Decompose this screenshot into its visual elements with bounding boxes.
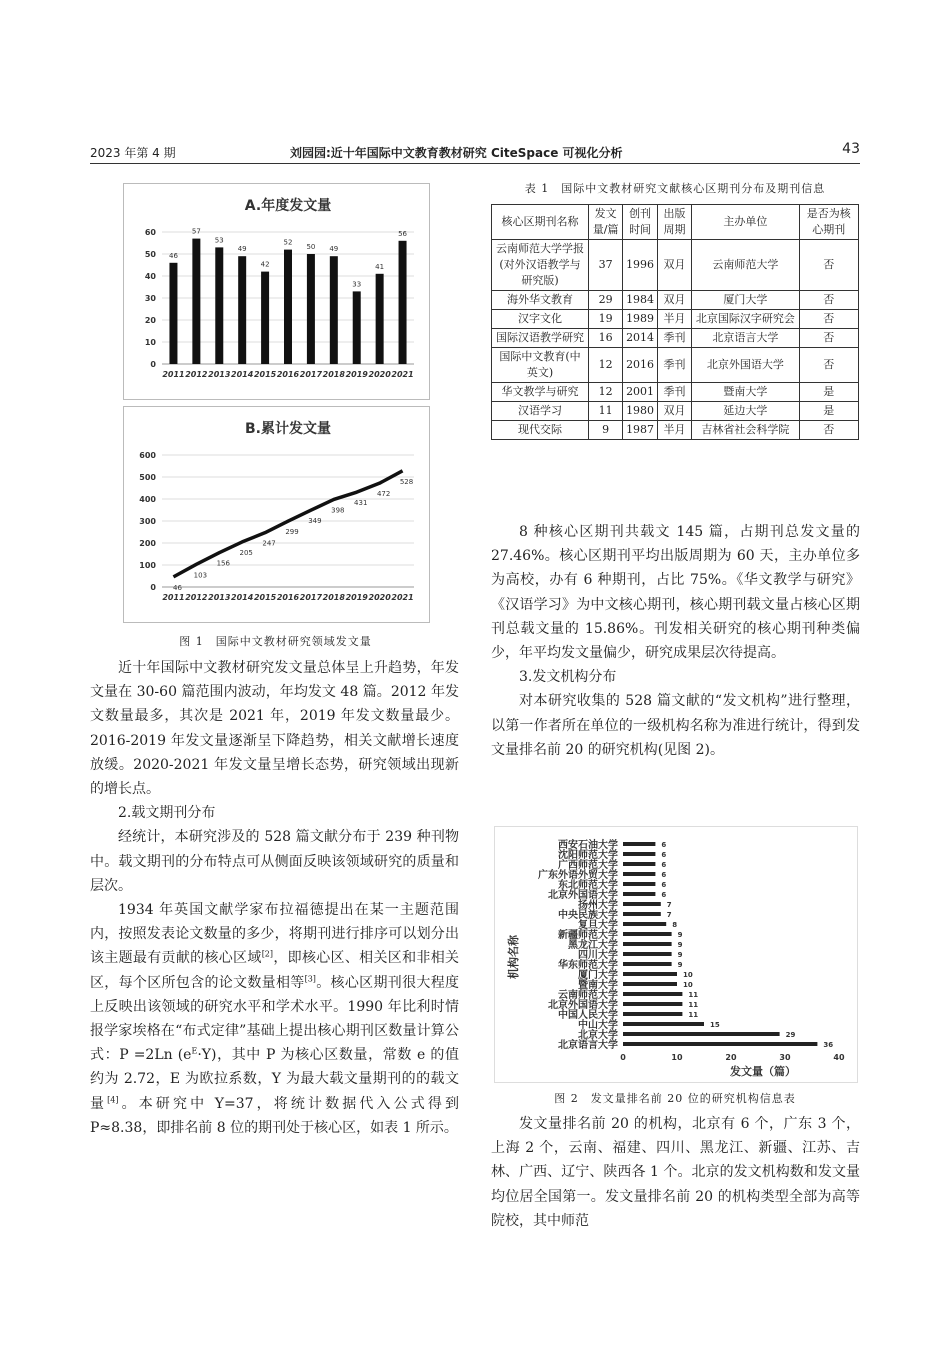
paragraph-bradford: 1934 年英国文献学家布拉福德提出在某一主题范围内，按照发表论文数量的多少，将期刊进行排序可以划分出该主题最有贡献的核心区域[2]，即核心区、相关区和非相关区，每个区所包含的论文数量相等[3]。核心区期刊很大程度上反映出该领域的研究水平和学术水平。1990 年比利时情报学家埃格在“布式定律”基础上提出核心期刊区数量计算公式：P =2Ln $(e^E\cdot Y)$，其中 P 为核心区数量，常数 e 的值约为 2.72，E 为欧拉系数，Y 为最大载文量期刊的的载文量[4]。本研究中 Y=37，将统计数据代入公式得到 P≈8.38，即排名前 8 位的期刊处于核心区，如表 1 所示。 (90, 902, 460, 1136)
table-cell: 延边大学 (692, 402, 799, 421)
bar (623, 912, 661, 916)
data-label: 46 (172, 583, 182, 592)
category-label: 厦门大学 (578, 970, 618, 981)
table-cell: 半月 (657, 310, 691, 329)
table-cell: 季刊 (657, 348, 691, 383)
data-label: 42 (260, 260, 270, 269)
series-line (173, 471, 402, 580)
data-label: 29 (785, 1031, 796, 1039)
bar (623, 942, 672, 946)
table-cell: 1984 (623, 291, 657, 310)
line-chart-cumulative (124, 407, 429, 622)
table-cell: 否 (799, 310, 858, 329)
y-tick-label: 200 (139, 539, 156, 548)
data-label: 52 (283, 238, 293, 247)
bar (623, 872, 655, 876)
category-label: 复旦大学 (578, 920, 618, 931)
table-cell: 季刊 (657, 329, 691, 348)
data-label: 398 (331, 506, 345, 515)
x-tick-label: 2018 (322, 593, 345, 602)
table-row (492, 348, 859, 383)
table-cell: 12 (588, 348, 622, 383)
table-cell: 否 (799, 329, 858, 348)
bar (623, 862, 655, 866)
data-label: 9 (677, 951, 683, 959)
x-tick-label: 2021 (391, 593, 414, 602)
category-label: 北京外国语大学 (548, 1000, 618, 1011)
right-column-top (491, 520, 860, 762)
x-tick-label: 2012 (185, 593, 208, 602)
x-tick-label: 20 (725, 1053, 737, 1062)
paragraph-core-summary: 8 种核心区期刊共载文 145 篇，占期刊总发文量的 27.46%。核心区期刊平均出版周期为 60 天，主办单位多为高校，办有 6 种期刊，占比 75%。《华文教学与研究》《汉语学习》为中文核心期刊，核心期刊载文量占核心区期刊总载文量的 15.86%。刊发相关研究的核心期刊种类偏少，年平均发文量偏少，研究成果层次待提高。 (491, 524, 860, 662)
x-tick-label: 2016 (276, 370, 300, 379)
category-label: 北京语言大学 (558, 1040, 618, 1051)
section-heading-institutions: 3.发文机构分布 (519, 669, 617, 686)
th-period: 出版周期 (657, 205, 691, 240)
category-label: 广东外语外贸大学 (538, 870, 618, 881)
table-cell: 1987 (623, 421, 657, 440)
category-label: 中山大学 (578, 1020, 618, 1031)
table-cell: 否 (799, 240, 858, 291)
x-tick-label: 2020 (368, 593, 391, 602)
paragraph-annual-trend: 近十年国际中文教材研究发文量总体呈上升趋势，年发文量在 30-60 篇范围内波动，年均发文 48 篇。2012 年发文数量最多，其次是 2021 年，2019 年发文数量最少。2016-2019 年发文量逐渐呈下降趋势，相关文献增长速度放缓。2020-2021 年发文量呈增长态势，研究领域出现新的增长点。 (90, 660, 459, 798)
bar (261, 272, 269, 364)
core-journal-table (491, 204, 859, 440)
figure1-caption: 图 1 国际中文教材研究领域发文量 (179, 635, 372, 648)
x-tick-label: 2017 (299, 593, 323, 602)
page-number: 43 (842, 141, 860, 157)
y-tick-label: 10 (144, 338, 156, 347)
table-cell: 11 (588, 402, 622, 421)
y-tick-label: 600 (139, 451, 156, 460)
table-cell: 暨南大学 (692, 383, 799, 402)
paragraph-journal-count: 经统计，本研究涉及的 528 篇文献分布于 239 种刊物中。载文期刊的分布特点可从侧面反映该领域研究的质量和层次。 (90, 829, 459, 894)
table-cell: 国际汉语教学研究 (492, 329, 589, 348)
bar (192, 239, 200, 364)
category-label: 沈阳师范大学 (558, 850, 618, 861)
x-tick-label: 2017 (299, 370, 323, 379)
data-label: 10 (683, 971, 693, 979)
category-label: 北京大学 (578, 1030, 618, 1041)
table-cell: 37 (588, 240, 622, 291)
bar (623, 842, 655, 846)
bar (623, 962, 672, 966)
data-label: 103 (193, 571, 208, 580)
table-cell: 北京外国语大学 (692, 348, 799, 383)
y-tick-label: 30 (144, 294, 156, 303)
x-tick-label: 2014 (231, 593, 254, 602)
category-label: 暨南大学 (578, 980, 618, 991)
table-cell: 否 (799, 291, 858, 310)
table-cell: 是 (799, 383, 858, 402)
bar (169, 263, 177, 364)
y-tick-label: 40 (144, 272, 156, 281)
table-cell: 北京语言大学 (692, 329, 799, 348)
bar (623, 1022, 704, 1026)
article-title-header: 刘园园:近十年国际中文教育教材研究 CiteSpace 可视化分析 (290, 146, 623, 160)
figure2-caption: 图 2 发文量排名前 20 位的研究机构信息表 (554, 1092, 796, 1105)
table-row (492, 402, 859, 421)
category-label: 广西师范大学 (558, 860, 618, 871)
bar (623, 882, 655, 886)
table-cell: 华文教学与研究 (492, 383, 589, 402)
table-cell: 双月 (657, 402, 691, 421)
x-tick-label: 2011 (162, 370, 185, 379)
th-core: 是否为核心期刊 (799, 205, 858, 240)
table-cell: 国际中文教育(中英文) (492, 348, 589, 383)
data-label: 6 (661, 841, 667, 849)
table-cell: 1996 (623, 240, 657, 291)
th-count: 发文量/篇 (588, 205, 622, 240)
th-founded: 创刊时间 (623, 205, 657, 240)
bar (623, 992, 682, 996)
bar-chart-annual (124, 184, 429, 399)
data-label: 49 (237, 245, 247, 254)
table-cell: 厦门大学 (692, 291, 799, 310)
table-cell: 半月 (657, 421, 691, 440)
x-tick-label: 40 (833, 1053, 845, 1062)
table-row (492, 240, 859, 291)
table-cell: 2014 (623, 329, 657, 348)
category-label: 四川大学 (578, 950, 618, 961)
chart-annual-output (123, 183, 430, 400)
y-axis-title: 机构名称 (507, 935, 520, 979)
x-tick-label: 2021 (391, 370, 414, 379)
data-label: 49 (329, 245, 339, 254)
table-row (492, 421, 859, 440)
data-label: 41 (375, 262, 385, 271)
category-label: 北京外国语大学 (548, 890, 618, 901)
bar (623, 952, 672, 956)
y-tick-label: 400 (139, 495, 156, 504)
data-label: 6 (661, 871, 667, 879)
bar (376, 274, 384, 364)
bar (623, 1012, 682, 1016)
table-header-row (492, 205, 859, 240)
table-cell: 双月 (657, 291, 691, 310)
table-cell: 云南师范大学 (692, 240, 799, 291)
x-tick-label: 2014 (231, 370, 254, 379)
running-header (90, 141, 860, 164)
table-row (492, 291, 859, 310)
right-column-bottom (491, 1112, 860, 1233)
data-label: 9 (677, 961, 683, 969)
section-heading-journals: 2.载文期刊分布 (118, 805, 216, 822)
table-cell: 吉林省社会科学院 (692, 421, 799, 440)
data-label: 56 (398, 229, 408, 238)
data-label: 10 (683, 981, 693, 989)
table1-caption: 表 1 国际中文教材研究文献核心区期刊分布及期刊信息 (524, 182, 826, 195)
bar (623, 922, 666, 926)
x-tick-label: 2018 (322, 370, 345, 379)
data-label: 247 (262, 539, 276, 548)
bar (284, 250, 292, 364)
data-label: 53 (214, 236, 224, 245)
table-body (492, 240, 859, 440)
paragraph-institution-regions: 发文量排名前 20 的机构，北京有 6 个，广东 3 个，上海 2 个，云南、福建、四川、黑龙江、新疆、江苏、吉林、广西、辽宁、陕西各 1 个。北京的发文机构数和发文量均位居全国第一。发文量排名前 20 的机构类型全部为高等院校，其中师范 (491, 1116, 860, 1229)
bar (623, 932, 672, 936)
category-label: 云南师范大学 (558, 990, 618, 1001)
table-cell: 现代交际 (492, 421, 589, 440)
th-journal: 核心区期刊名称 (492, 205, 589, 240)
data-label: 6 (661, 851, 667, 859)
y-tick-label: 60 (144, 228, 156, 237)
category-label: 新疆师范大学 (558, 930, 618, 941)
table-cell: 12 (588, 383, 622, 402)
table-cell: 汉字文化 (492, 310, 589, 329)
table-cell: 否 (799, 348, 858, 383)
category-label: 西安石油大学 (558, 840, 618, 851)
y-tick-label: 100 (139, 561, 156, 570)
bar (238, 256, 246, 364)
y-tick-label: 20 (144, 316, 156, 325)
x-tick-label: 2015 (253, 593, 277, 602)
bar (623, 852, 655, 856)
data-label: 11 (688, 1001, 699, 1009)
y-tick-label: 0 (150, 360, 156, 369)
x-tick-label: 0 (620, 1053, 626, 1062)
bar (623, 1042, 817, 1046)
data-label: 50 (306, 243, 316, 251)
chart-title: B.累计发文量 (245, 421, 331, 437)
table-cell: 1989 (623, 310, 657, 329)
table-row (492, 329, 859, 348)
category-label: 中国人民大学 (558, 1010, 618, 1021)
bar (623, 972, 677, 976)
x-tick-label: 2019 (345, 370, 368, 379)
table-cell: 季刊 (657, 383, 691, 402)
data-label: 7 (666, 911, 672, 919)
y-tick-label: 0 (150, 583, 156, 592)
x-tick-label: 2013 (208, 370, 231, 379)
data-label: 46 (168, 251, 178, 260)
issue-label: 2023 年第 4 期 (90, 146, 176, 160)
table-cell: 双月 (657, 240, 691, 291)
data-label: 472 (376, 490, 391, 499)
table-cell: 16 (588, 329, 622, 348)
table-cell: 1980 (623, 402, 657, 421)
chart-title: A.年度发文量 (244, 198, 332, 214)
x-tick-label: 2011 (162, 593, 185, 602)
x-tick-label: 10 (671, 1053, 683, 1062)
paragraph-institution-method: 对本研究收集的 528 篇文献的“发文机构”进行整理，以第一作者所在单位的一级机构名称为准进行统计，得到发文量排名前 20 的研究机构(见图 2)。 (491, 693, 860, 758)
table-cell: 云南师范大学学报(对外汉语教学与研究版) (492, 240, 589, 291)
chart-institutions (494, 826, 858, 1083)
x-tick-label: 2019 (345, 593, 368, 602)
table-cell: 2001 (623, 383, 657, 402)
data-label: 156 (216, 559, 230, 568)
th-sponsor: 主办单位 (692, 205, 799, 240)
data-label: 15 (710, 1021, 720, 1029)
bar (623, 1032, 780, 1036)
data-label: 9 (677, 941, 683, 949)
x-tick-label: 2012 (185, 370, 208, 379)
data-label: 431 (354, 499, 368, 508)
x-axis-title: 发文量（篇） (730, 1065, 796, 1078)
category-label: 东北师范大学 (558, 880, 618, 891)
table-cell: 19 (588, 310, 622, 329)
x-tick-label: 2015 (253, 370, 277, 379)
data-label: 57 (191, 227, 201, 236)
data-label: 6 (661, 861, 667, 869)
table-row (492, 383, 859, 402)
data-label: 11 (688, 1011, 699, 1019)
x-tick-label: 2013 (208, 593, 231, 602)
data-label: 36 (823, 1041, 834, 1049)
data-label: 6 (661, 891, 667, 899)
bar (623, 1002, 682, 1006)
category-label: 中央民族大学 (558, 910, 618, 921)
table-cell: 2016 (623, 348, 657, 383)
left-column (90, 656, 459, 1140)
data-label: 33 (352, 280, 362, 289)
table-cell: 29 (588, 291, 622, 310)
bar (215, 247, 223, 364)
table-cell: 海外华文教育 (492, 291, 589, 310)
bar (307, 254, 315, 364)
x-tick-label: 2020 (368, 370, 391, 379)
hbar-chart-institutions (495, 827, 857, 1082)
category-label: 扬州大学 (578, 900, 618, 911)
table-cell: 汉语学习 (492, 402, 589, 421)
y-tick-label: 50 (144, 250, 156, 259)
table-cell: 9 (588, 421, 622, 440)
data-label: 205 (239, 548, 253, 557)
bar (623, 902, 661, 906)
category-label: 黑龙江大学 (568, 940, 618, 951)
table-row (492, 310, 859, 329)
y-tick-label: 500 (139, 473, 156, 482)
bar (623, 982, 677, 986)
bar (399, 241, 407, 364)
data-label: 8 (672, 921, 678, 929)
data-label: 299 (285, 528, 299, 537)
x-tick-label: 2016 (276, 593, 300, 602)
table-cell: 否 (799, 421, 858, 440)
bar (330, 256, 338, 364)
data-label: 7 (666, 901, 672, 909)
data-label: 9 (677, 931, 683, 939)
data-label: 11 (688, 991, 699, 999)
bar (353, 291, 361, 364)
category-label: 华东师范大学 (558, 960, 618, 971)
table-cell: 北京国际汉字研究会 (692, 310, 799, 329)
y-tick-label: 300 (139, 517, 156, 526)
x-tick-label: 30 (779, 1053, 791, 1062)
table-cell: 是 (799, 402, 858, 421)
chart-cumulative-output (123, 406, 430, 623)
bar (623, 892, 655, 896)
data-label: 6 (661, 881, 667, 889)
data-label: 528 (399, 477, 414, 486)
data-label: 349 (308, 517, 322, 526)
